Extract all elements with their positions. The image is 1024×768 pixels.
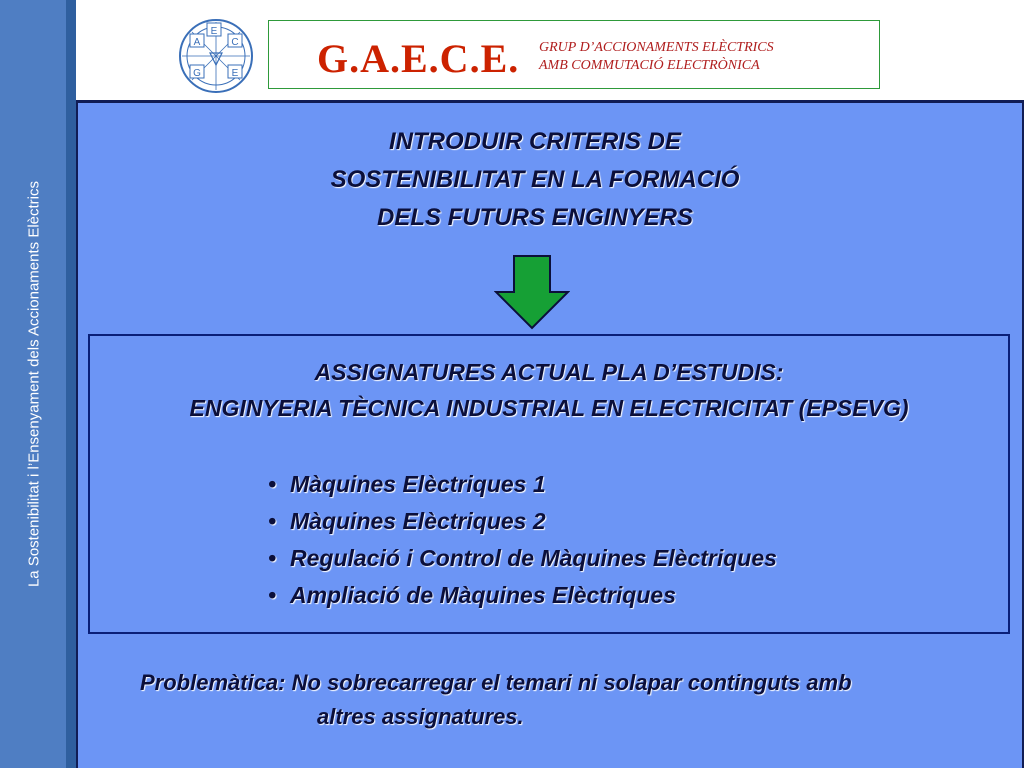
bullet-icon: • bbox=[268, 471, 277, 497]
subject-label: Ampliació de Màquines Elèctriques bbox=[290, 582, 676, 608]
logo-letter: G bbox=[193, 68, 201, 79]
subjects-list bbox=[268, 466, 777, 614]
banner-subtitle-line2: AMB COMMUTACIÓ ELECTRÒNICA bbox=[539, 58, 760, 73]
banner-subtitle bbox=[539, 39, 774, 75]
box-title-line2: ENGINYERIA TÈCNICA INDUSTRIAL EN ELECTRICITAT (EPSEVG) bbox=[189, 395, 909, 421]
gaece-logo-icon bbox=[176, 17, 256, 95]
bullet-icon: • bbox=[268, 545, 277, 571]
headline-line: DELS FUTURS ENGINYERS bbox=[376, 204, 694, 231]
sidebar-title: La Sostenibilitat i l’Ensenyament dels Accionaments Elèctrics bbox=[25, 180, 43, 588]
bullet-icon: • bbox=[268, 582, 277, 608]
subject-label: Màquines Elèctriques 2 bbox=[290, 508, 546, 534]
slide-headline bbox=[78, 123, 992, 237]
down-arrow-icon bbox=[494, 254, 570, 330]
banner-subtitle-line1: GRUP D’ACCIONAMENTS ELÈCTRICS bbox=[539, 40, 774, 55]
subjects-box-title bbox=[90, 354, 1008, 426]
problem-statement bbox=[140, 666, 852, 734]
box-title-line1: ASSIGNATURES ACTUAL PLA D’ESTUDIS: bbox=[314, 359, 784, 385]
logo-letter: A bbox=[193, 37, 201, 48]
list-item bbox=[268, 540, 777, 577]
problem-label: Problemàtica: bbox=[140, 670, 286, 695]
logo-letter: C bbox=[231, 37, 239, 48]
sidebar-stripe bbox=[66, 0, 76, 768]
sidebar bbox=[0, 0, 76, 768]
list-item bbox=[268, 466, 777, 503]
problem-text: No sobrecarregar el temari ni solapar continguts amb bbox=[291, 670, 852, 695]
logo-letter: E bbox=[210, 26, 218, 37]
bullet-icon: • bbox=[268, 508, 277, 534]
problem-line1 bbox=[140, 666, 852, 700]
subjects-box bbox=[88, 334, 1010, 634]
headline-line: INTRODUIR CRITERIS DE bbox=[388, 128, 681, 155]
banner-title: G.A.E.C.E. bbox=[317, 36, 520, 81]
problem-line2: altres assignatures. bbox=[317, 704, 524, 729]
list-item bbox=[268, 503, 777, 540]
headline-line: SOSTENIBILITAT EN LA FORMACIÓ bbox=[330, 166, 740, 193]
subject-label: Regulació i Control de Màquines Elèctriques bbox=[290, 545, 777, 571]
logo-letter: E bbox=[231, 68, 239, 79]
subject-label: Màquines Elèctriques 1 bbox=[290, 471, 546, 497]
gaece-banner bbox=[268, 20, 880, 89]
list-item bbox=[268, 577, 777, 614]
